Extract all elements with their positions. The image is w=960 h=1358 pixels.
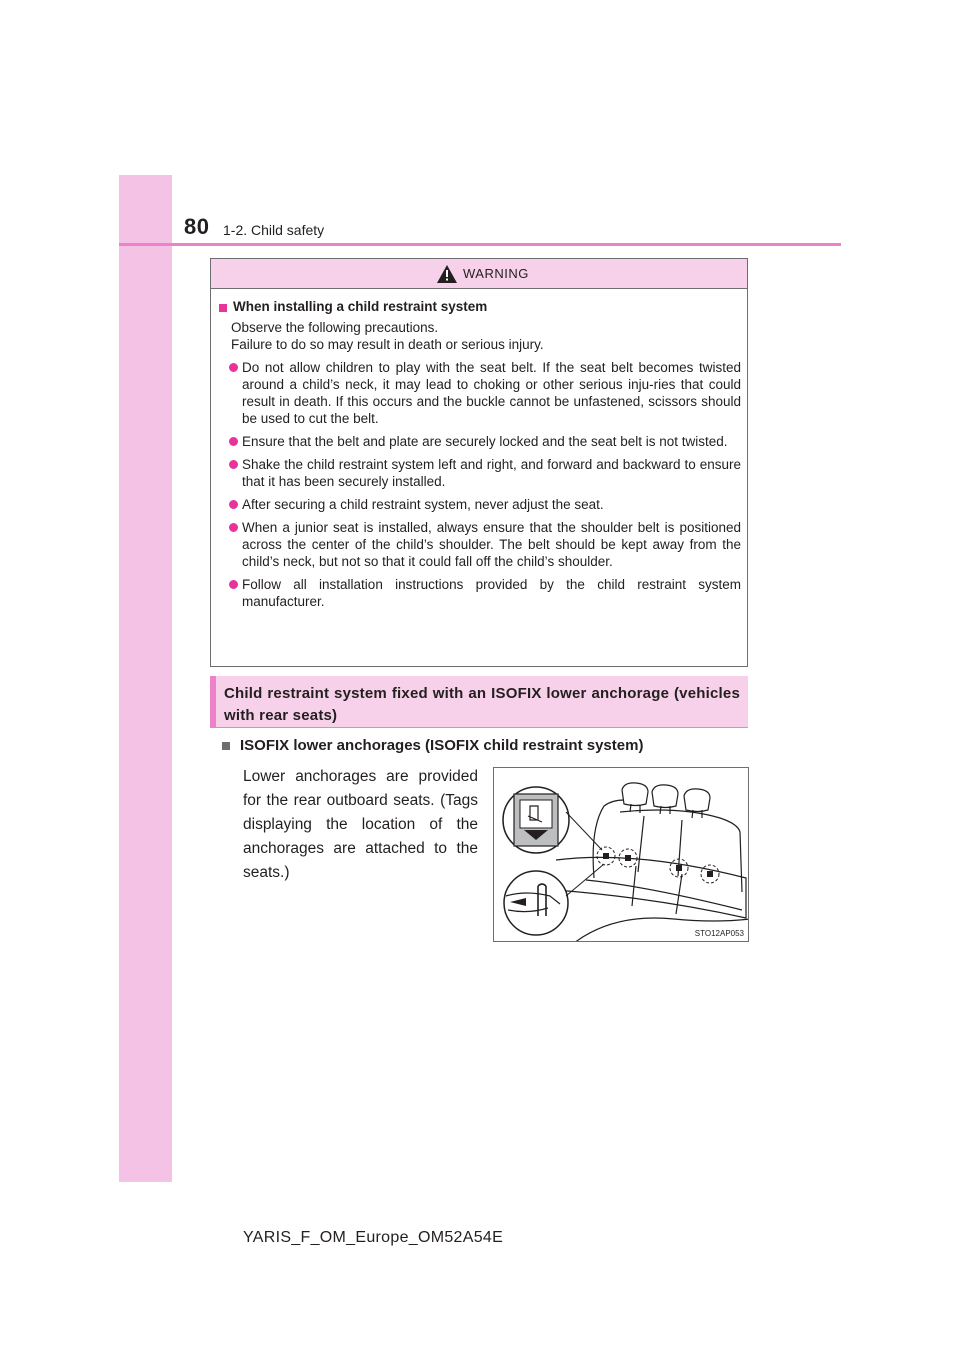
figure-code: STO12AP053 (694, 929, 744, 938)
square-bullet-icon (222, 742, 230, 750)
warning-item (229, 519, 741, 570)
round-bullet-icon (229, 580, 238, 589)
section-title: 1-2. Child safety (223, 222, 325, 238)
sub-heading (222, 737, 643, 754)
warning-intro: Observe the following precautions. Failure to do so may result in death or serious injury. (231, 320, 544, 352)
section-heading (210, 676, 748, 728)
warning-item-text: When a junior seat is installed, always ensure that the shoulder belt is positioned across the center of the child’s shoulder. The belt should be kept away from the child’s neck, but not so that it could fall off the child’s shoulder. (242, 520, 741, 569)
warning-item-text: Ensure that the belt and plate are securely locked and the seat belt is not twisted. (242, 434, 728, 449)
sub-heading-text: ISOFIX lower anchorages (ISOFIX child restraint system) (240, 737, 644, 754)
warning-item-text: Shake the child restraint system left and right, and forward and backward to ensure that it has been securely installed. (242, 457, 741, 489)
round-bullet-icon (229, 363, 238, 372)
square-bullet-icon (219, 304, 227, 312)
warning-item (229, 496, 741, 513)
warning-subheading (219, 299, 747, 314)
header-rule (119, 243, 841, 246)
page-number: 80 (184, 214, 210, 239)
body-paragraph: Lower anchorages are provided for the rear outboard seats. (Tags displaying the location of the anchorages are attached to the seats.) (243, 768, 478, 881)
warning-box (210, 258, 748, 667)
rear-seat-isofix-illustration (493, 767, 749, 942)
warning-item-text: After securing a child restraint system, never adjust the seat. (242, 497, 604, 512)
round-bullet-icon (229, 437, 238, 446)
warning-item (229, 359, 741, 427)
side-tab-band (119, 175, 172, 1182)
warning-subheading-text: When installing a child restraint system (233, 299, 488, 314)
warning-label: WARNING (463, 266, 529, 281)
warning-header (211, 259, 747, 289)
warning-item-text: Follow all installation instructions provided by the child restraint system manufacturer. (242, 577, 741, 609)
round-bullet-icon (229, 500, 238, 509)
warning-item (229, 456, 741, 490)
footer-doc-id: YARIS_F_OM_Europe_OM52A54E (243, 1229, 504, 1246)
warning-item (229, 433, 741, 450)
warning-content (211, 299, 747, 616)
section-heading-text: Child restraint system fixed with an ISOFIX lower anchorage (vehicles with rear seats) (224, 685, 740, 724)
warning-list (211, 359, 747, 610)
rear-seat-drawing (494, 768, 749, 942)
warning-triangle-icon (437, 265, 457, 283)
round-bullet-icon (229, 523, 238, 532)
warning-item-text: Do not allow children to play with the seat belt. If the seat belt becomes twisted around a child’s neck, it may lead to choking or other serious inju-ries that could result in death. If this occurs and the buckle cannot be unfastened, scissors should be used to cut the belt. (242, 360, 741, 426)
round-bullet-icon (229, 460, 238, 469)
warning-item (229, 576, 741, 610)
